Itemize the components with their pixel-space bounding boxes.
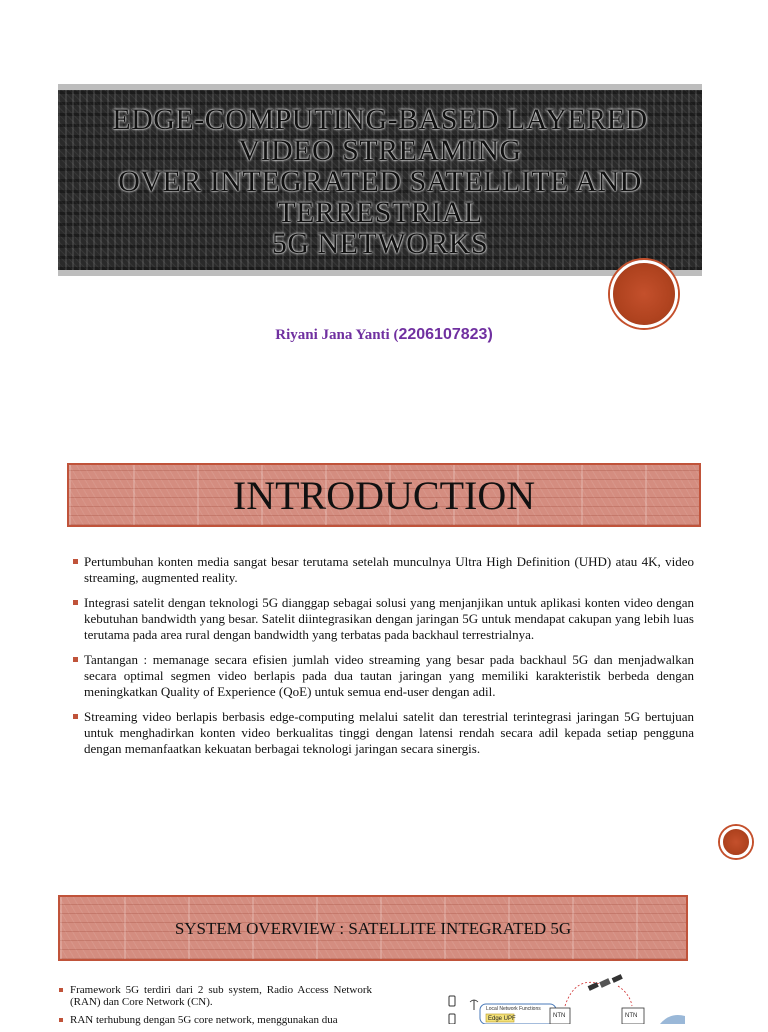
introduction-heading: INTRODUCTION — [232, 473, 536, 518]
author-id: 2206107823) — [398, 326, 493, 343]
author-name: Riyani Jana Yanti ( — [275, 327, 399, 343]
presentation-title — [58, 104, 702, 259]
title-line: VIDEO STREAMING — [238, 134, 522, 167]
list-item: Integrasi satelit dengan teknologi 5G dianggap sebagai solusi yang menjanjikan untuk aplikasi konten video dengan kebutuhan bandwidth yang besar. Satelit diintegrasikan dengan jaringan 5G untuk mendapat cakupan yang lebih luas terutama pada area rural dengan bandwidth yang terbatas pada backhaul terrestrialnya. — [72, 595, 694, 643]
downlink-arrow — [618, 986, 632, 1006]
phone-icon — [449, 996, 455, 1024]
title-line: EDGE-COMPUTING-BASED LAYERED — [112, 103, 648, 136]
system-overview-bullet-list — [58, 984, 372, 1032]
decorative-circle-icon — [720, 826, 752, 858]
title-line: OVER INTEGRATED SATELLITE AND — [118, 165, 642, 198]
system-overview-banner — [58, 895, 688, 961]
introduction-banner — [67, 463, 701, 527]
edge-upf-label: Edge UPF — [488, 1016, 516, 1022]
system-diagram — [440, 970, 768, 1024]
decorative-circle-icon — [610, 260, 678, 328]
title-line: TERRESTRIAL — [277, 196, 483, 229]
title-line: 5G NETWORKS — [271, 227, 489, 260]
title-banner — [58, 84, 702, 276]
ntn-label: NTN — [625, 1013, 638, 1019]
satellite-icon — [588, 974, 623, 991]
list-item: Framework 5G terdiri dari 2 sub system, Radio Access Network (RAN) dan Core Network (CN). — [58, 984, 372, 1008]
system-overview-heading: SYSTEM OVERVIEW : SATELLITE INTEGRATED 5G — [174, 919, 572, 938]
author-line — [0, 326, 768, 344]
introduction-bullet-list — [72, 554, 694, 766]
ntn-label: NTN — [553, 1013, 566, 1019]
cloud-shape — [660, 1015, 685, 1024]
antenna-icon — [470, 1000, 478, 1010]
list-item: Streaming video berlapis berbasis edge-computing melalui satelit dan terestrial terintegrasi jaringan 5G bertujuan untuk menghadirkan konten video berkualitas tinggi dengan latensi rendah secara adil kepada setiap pengguna dengan memanfaatkan kekuatan berbagai teknologi jaringan secara sinergis. — [72, 709, 694, 757]
list-item: RAN terhubung dengan 5G core network, menggunakan dua — [58, 1014, 372, 1026]
list-item: Pertumbuhan konten media sangat besar terutama setelah munculnya Ultra High Definition (UHD) atau 4K, video streaming, augmented reality. — [72, 554, 694, 586]
local-network-label: Local Network Functions — [486, 1006, 541, 1012]
list-item: Tantangan : memanage secara efisien jumlah video streaming yang besar pada backhaul 5G dan menjadwalkan secara optimal segmen video berlapis pada dua tautan jaringan yang memiliki karakteristik berbeda dengan meningkatkan Quality of Experience (QoE) untuk semua end-user dengan adil. — [72, 652, 694, 700]
